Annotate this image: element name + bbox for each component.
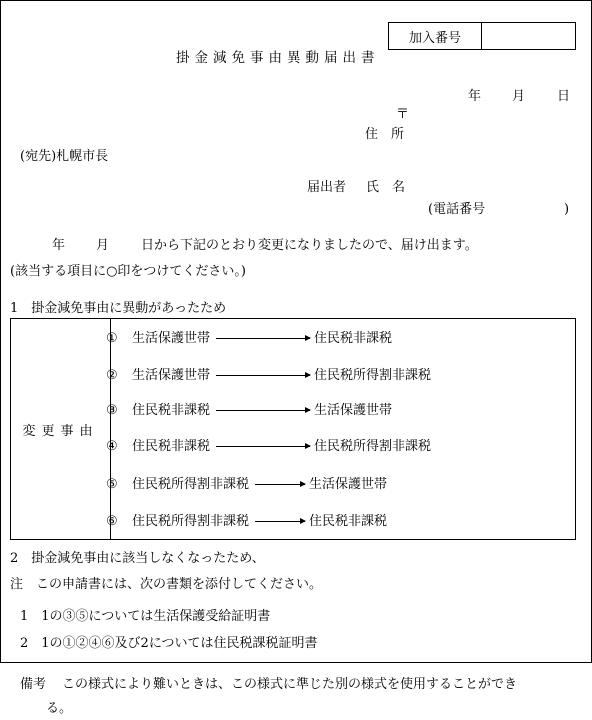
form-title: 掛金減免事由異動届出書: [176, 50, 380, 66]
applicant-label: 届出者: [307, 180, 347, 195]
attachment-item: 1 1の③⑤については生活保護受給証明書: [20, 609, 271, 624]
remarks-text: この様式により難いときは、この様式に準じた別の様式を使用することができ: [62, 677, 518, 692]
reason-option[interactable]: [106, 332, 392, 345]
phone-close: ): [564, 202, 570, 217]
change-reason-table: [10, 318, 576, 540]
remarks-text-continued: る。: [46, 701, 73, 716]
statement-month: 月: [96, 238, 110, 253]
member-number-field[interactable]: [482, 23, 575, 49]
reason-to: 生活保護世帯: [314, 403, 393, 418]
reason-from: 住民税非課税: [132, 403, 211, 418]
reason-to: 住民税非課税: [314, 331, 393, 346]
reason-option[interactable]: [106, 515, 387, 528]
attachment-note: 注 この申請書には、次の書類を添付してください。: [10, 577, 323, 592]
reason-from: 住民税所得割非課税: [132, 477, 250, 492]
arrow-icon: [216, 338, 310, 339]
reason-number: ⑥: [106, 514, 118, 529]
remarks-label: 備考: [20, 677, 47, 692]
reason-to: 住民税所得割非課税: [314, 439, 432, 454]
arrow-icon: [255, 521, 305, 522]
arrow-icon: [216, 446, 310, 447]
reason-number: ②: [106, 368, 118, 383]
instruction: (該当する項目に○印をつけてください。): [10, 264, 246, 279]
reason-option[interactable]: [106, 440, 431, 453]
reason-from: 住民税非課税: [132, 439, 211, 454]
reason-number: ④: [106, 439, 118, 454]
arrow-icon: [216, 375, 310, 376]
statement-text: 日から下記のとおり変更になりましたので、届け出ます。: [141, 238, 478, 253]
reason-to: 住民税非課税: [309, 514, 388, 529]
postal-mark: 〒: [396, 107, 410, 122]
date-month-label: 月: [512, 89, 526, 104]
arrow-icon: [216, 410, 310, 411]
reason-number: ③: [106, 403, 118, 418]
change-reason-header: 変更事由: [11, 319, 111, 539]
date-day-label: 日: [557, 89, 571, 104]
reason-to: 生活保護世帯: [309, 477, 388, 492]
reason-number: ①: [106, 331, 118, 346]
reason-number: ⑤: [106, 477, 118, 492]
attachment-item: 2 1の①②④⑥及び2については住民税課税証明書: [20, 636, 318, 651]
reason-option[interactable]: [106, 404, 392, 417]
member-number-label: 加入番号: [389, 23, 482, 49]
reason-option[interactable]: [106, 369, 431, 382]
phone-label: (電話番号: [428, 202, 486, 217]
statement-year: 年: [52, 238, 66, 253]
member-number-box: [388, 22, 576, 50]
reason-option[interactable]: [106, 478, 387, 491]
date-year-label: 年: [468, 89, 482, 104]
reason-from: 住民税所得割非課税: [132, 514, 250, 529]
arrow-icon: [255, 484, 305, 485]
section-1-heading: 1 掛金減免事由に異動があったため: [10, 301, 227, 316]
reason-from: 生活保護世帯: [132, 368, 211, 383]
reason-from: 生活保護世帯: [132, 331, 211, 346]
address-label: 住 所: [365, 127, 405, 142]
section-2-heading: 2 掛金減免事由に該当しなくなったため、: [10, 551, 265, 566]
addressee: (宛先)札幌市長: [20, 149, 109, 164]
applicant-name-label: 氏 名: [366, 180, 406, 195]
reason-to: 住民税所得割非課税: [314, 368, 432, 383]
